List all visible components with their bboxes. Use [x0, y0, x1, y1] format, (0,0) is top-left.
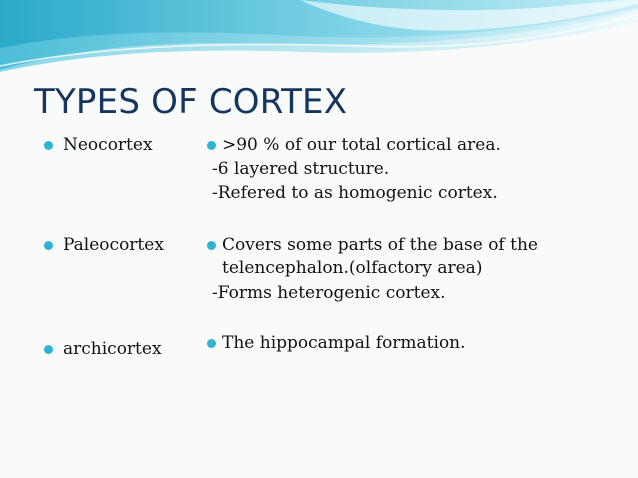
term-neocortex: Neocortex: [63, 135, 153, 155]
term-archicortex: archicortex: [63, 339, 162, 359]
description-line: -6 layered structure.: [212, 159, 390, 179]
term-paleocortex: Paleocortex: [63, 235, 164, 255]
header-wave-decoration: [0, 0, 638, 80]
description-line: telencephalon.(olfactory area): [222, 258, 483, 278]
description-line: Covers some parts of the base of the: [222, 235, 538, 255]
bullet-icon: [207, 339, 216, 348]
bullet-icon: [44, 141, 53, 150]
bullet-icon: [207, 241, 216, 250]
description-line: -Forms heterogenic cortex.: [212, 283, 446, 303]
bullet-icon: [44, 241, 53, 250]
description-line: The hippocampal formation.: [222, 333, 466, 353]
bullet-icon: [44, 345, 53, 354]
slide-title: TYPES OF CORTEX: [34, 82, 348, 122]
description-line: -Refered to as homogenic cortex.: [212, 183, 498, 203]
description-line: >90 % of our total cortical area.: [222, 135, 501, 155]
bullet-icon: [207, 141, 216, 150]
